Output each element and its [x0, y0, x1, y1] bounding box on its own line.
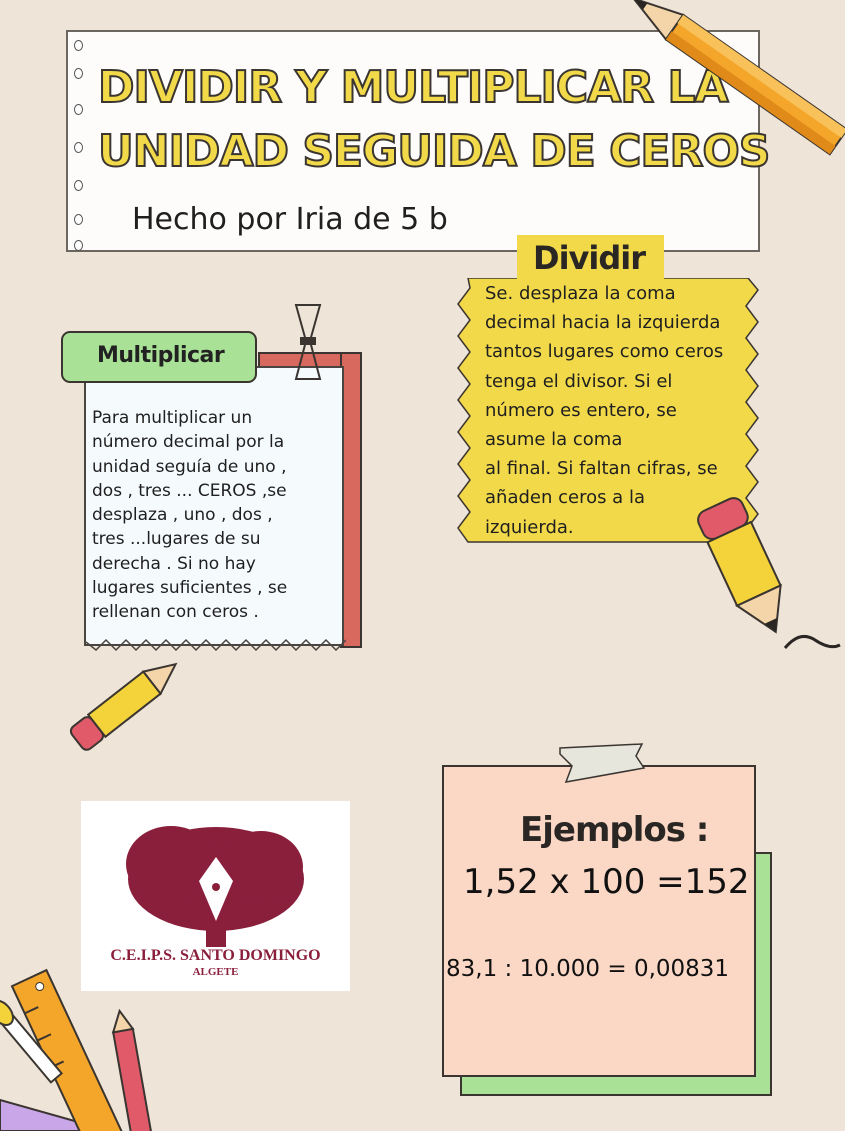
multiplicar-text: Para multiplicar un número decimal por la unidad seguía de uno , dos , tres ... CEROS ,se desplaza , uno , dos , tres ...lugares de su derecha . Si no hay lugares suficientes , se rellenan con ceros . — [92, 408, 288, 623]
example-multiplication: 1,52 x 100 =152 — [463, 862, 750, 902]
multiplicar-card — [84, 366, 344, 646]
title-line-1: DIVIDIR Y MULTIPLICAR LA — [98, 62, 728, 113]
title-line-2: UNIDAD SEGUIDA DE CEROS — [98, 126, 770, 177]
dividir-text: Se. desplaza la coma decimal hacia la izquierda tantos lugares como ceros tenga el divisor. Si el número es entero, se asume la coma al final. Si faltan cifras, se añaden ceros a la izquierda. — [485, 283, 724, 538]
tape-icon — [556, 742, 646, 786]
notepad-ring — [74, 240, 83, 251]
school-name: C.E.I.P.S. SANTO DOMINGO — [110, 947, 321, 964]
stationery-icon — [0, 950, 200, 1131]
notepad-ring — [74, 214, 83, 225]
pencil-icon — [690, 490, 845, 665]
example-division: 83,1 : 10.000 = 0,00831 — [446, 956, 730, 982]
multiplicar-tab — [61, 331, 257, 383]
dividir-heading: Dividir — [533, 239, 646, 277]
notepad-ring — [74, 142, 83, 153]
tree-logo-icon — [121, 809, 311, 949]
notepad-ring — [74, 180, 83, 191]
multiplicar-heading: Multiplicar — [97, 343, 225, 368]
author-text: Hecho por Iria de 5 b — [132, 202, 448, 237]
ejemplos-heading: Ejemplos : — [520, 810, 709, 850]
pencil-icon — [55, 645, 195, 770]
pencil-icon — [620, 0, 845, 210]
school-town: ALGETE — [192, 966, 239, 978]
notepad-ring — [74, 104, 83, 115]
notepad-ring — [74, 68, 83, 79]
binder-clip-icon — [292, 303, 324, 383]
dividir-label — [517, 235, 664, 281]
notepad-ring — [74, 40, 83, 51]
